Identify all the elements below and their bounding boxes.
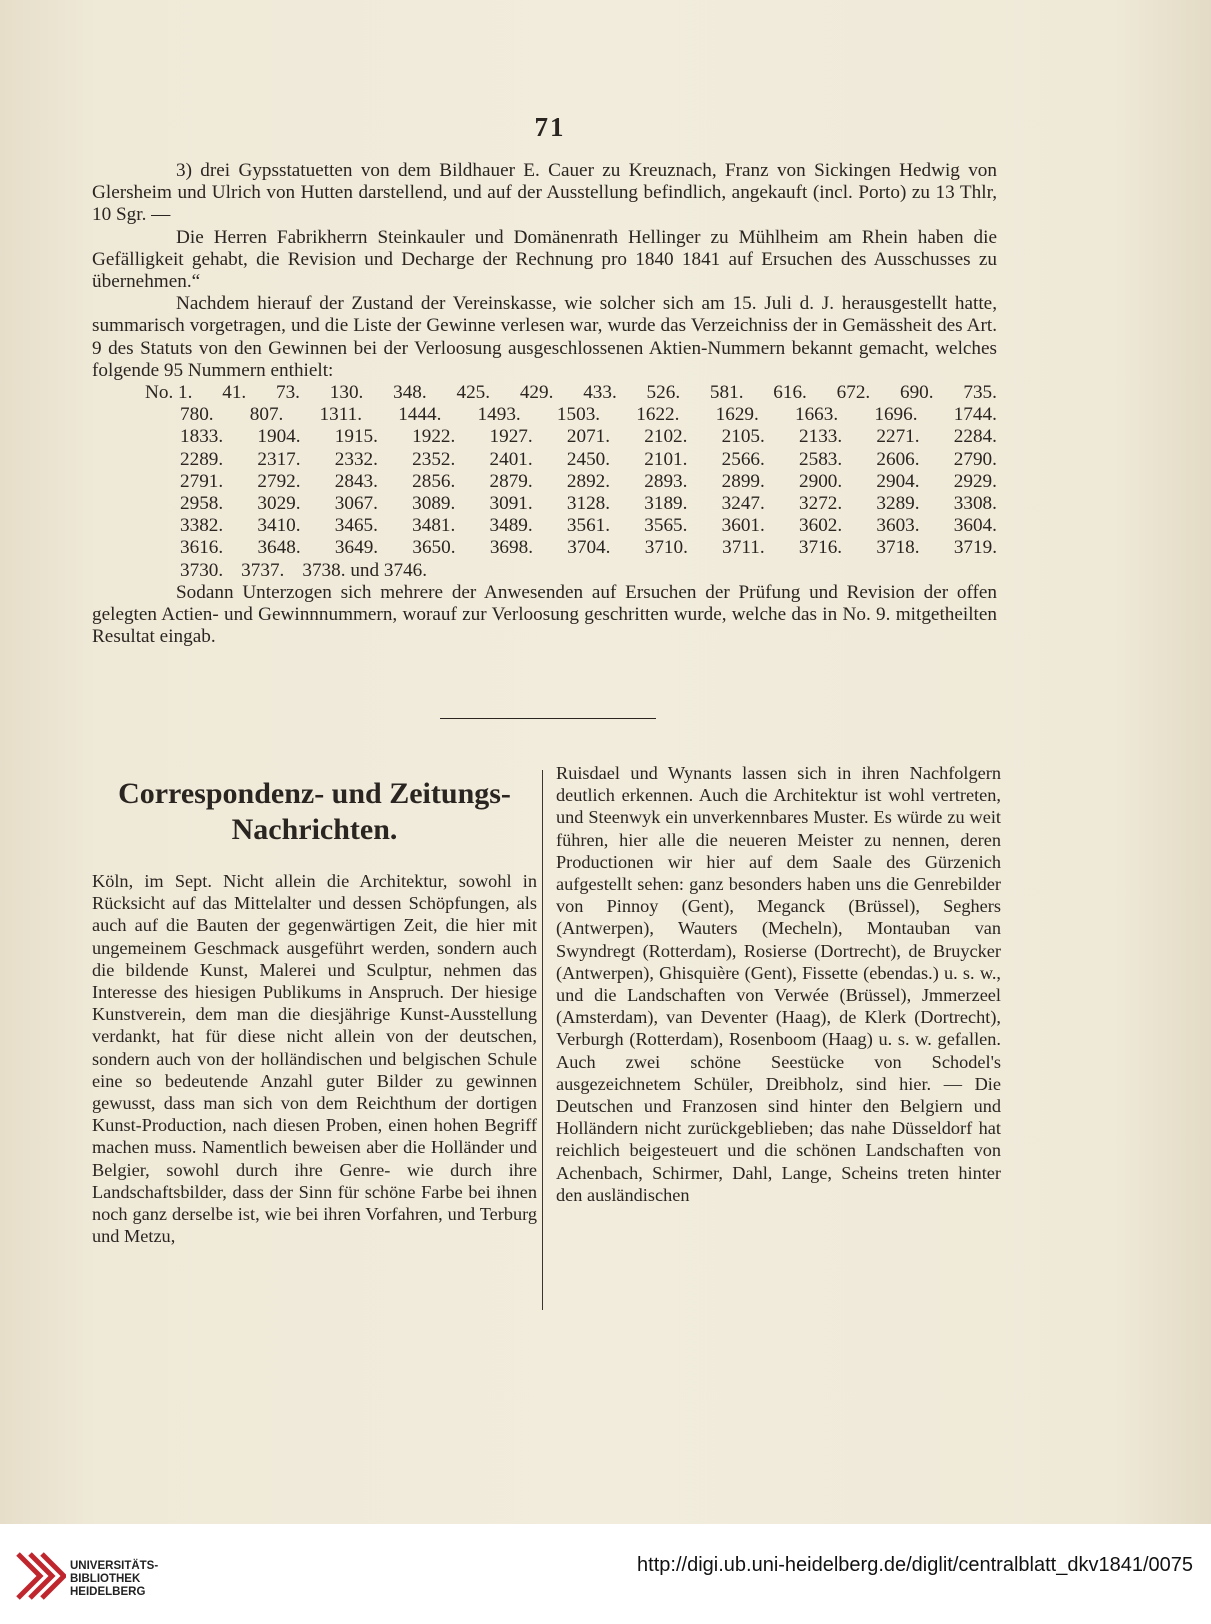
number-entry: 526. [646, 382, 681, 404]
number-entry: 2102. [644, 426, 688, 448]
number-entry: 672. [836, 382, 871, 404]
paragraph-1: 3) drei Gypsstatuetten von dem Bildhauer E. Cauer zu Kreuznach, Franz von Sickingen Hedwig von Glersheim und Ulrich von Hutten darstellend, und auf der Ausstellung befindlich, angekauft (incl. Porto) zu 13 Thlr, 10 Sgr. — [92, 160, 997, 226]
number-entry: 1904. [257, 426, 301, 448]
number-entry: 2904. [876, 470, 920, 492]
library-name-line-3: HEIDELBERG [70, 1586, 146, 1598]
number-entry: 3616. [180, 537, 224, 559]
number-entry: 2583. [799, 448, 843, 470]
page-number: 71 [534, 112, 566, 142]
number-entry: 2401. [489, 448, 533, 470]
number-entry: 3711. [722, 537, 765, 559]
number-entry: 348. [393, 382, 427, 404]
number-entry: 3603. [876, 515, 920, 537]
paragraph-2: Die Herren Fabrikherrn Steinkauler und Domänenrath Hellinger zu Mühlheim am Rhein haben die Gefälligkeit gehabt, die Revision und Decharge der Rechnung pro 1840 1841 auf Ersuchen des Ausschusses zu übernehmen.“ [92, 226, 997, 293]
number-entry: 2893. [644, 470, 688, 492]
number-entry: 41. [222, 382, 247, 404]
number-entry: 2566. [721, 448, 765, 470]
number-entry: 3382. [180, 515, 224, 537]
number-entry: 3029. [257, 493, 301, 515]
number-entry: 3465. [334, 515, 378, 537]
number-row [92, 426, 997, 448]
section-heading: Correspondenz- und Zeitungs-Nachrichten. [118, 777, 511, 846]
number-entry: 1915. [334, 426, 378, 448]
number-entry: 2856. [412, 470, 456, 492]
library-name-line-1: UNIVERSITÄTS- [70, 1560, 159, 1572]
number-entry: 690. [899, 382, 934, 404]
number-row [92, 449, 997, 471]
excluded-numbers-list [92, 382, 997, 582]
number-entry: 2843. [334, 470, 378, 492]
number-entry: 1922. [412, 426, 456, 448]
closing-paragraph: Sodann Unterzogen sich mehrere der Anwesenden auf Ersuchen der Prüfung und Revision der offen gelegten Actien- und Gewinnnummern, worauf zur Verloosung geschritten wurde, welche das in No. 9. mitgetheilten Resultat eingab. [92, 581, 997, 648]
number-row [92, 560, 997, 582]
number-entry: 2450. [566, 448, 611, 470]
library-name [70, 1560, 158, 1599]
number-entry: 1927. [489, 426, 533, 448]
number-entry: 3698. [489, 537, 533, 559]
number-entry: 3272. [799, 493, 843, 515]
number-entry: 3089. [412, 493, 456, 515]
number-entry: 807. [249, 404, 284, 426]
number-entry: 2899. [721, 470, 765, 492]
left-column [92, 762, 537, 1247]
number-entry: 433. [583, 382, 617, 404]
number-entry: 1311. [319, 404, 362, 426]
number-entry: 2317. [257, 448, 301, 470]
number-row [92, 493, 997, 515]
number-entry: 3650. [412, 537, 456, 559]
number-entry: 3565. [644, 515, 688, 537]
number-entry: 3718. [876, 537, 920, 559]
number-entry: 2101. [644, 448, 688, 470]
number-row [92, 404, 997, 426]
number-entry: 1493. [477, 404, 521, 426]
number-row [92, 515, 997, 537]
number-entry: 3738. und 3746. [302, 559, 428, 581]
section-divider [440, 718, 656, 719]
number-row [92, 382, 997, 404]
number-entry: 3604. [953, 515, 997, 537]
number-entry: 581. [709, 382, 744, 404]
column-separator [542, 770, 543, 1310]
number-entry: 2929. [953, 470, 997, 492]
number-entry: 2332. [334, 448, 378, 470]
number-entry: 780. [180, 404, 214, 426]
number-entry: 1503. [556, 404, 601, 426]
number-entry: 2071. [566, 426, 611, 448]
number-entry: 2289. [180, 448, 224, 470]
number-entry: 2900. [799, 470, 843, 492]
number-entry: 3481. [412, 515, 456, 537]
number-entry: 2271. [876, 426, 920, 448]
number-entry: 3289. [876, 493, 920, 515]
number-entry: 1744. [953, 404, 997, 426]
number-entry: 1663. [794, 404, 839, 426]
right-column-text: Ruisdael und Wynants lassen sich in ihren Nachfolgern deutlich erkennen. Auch die Architektur ist wohl vertreten, und Steenwyk ein unverkennbares Muster. Es würde zu weit führen, hier alle die neueren Meister zu nennen, deren Productionen wir hier auf dem Saale des Gürzenich aufgestellt sehen: ganz besonders haben uns die Genrebilder von Pinnoy (Gent), Meganck (Brüssel), Seghers (Antwerpen), Wauters (Mecheln), Montauban van Swyndregt (Rotterdam), Rosierse (Dortrecht), de Bruycker (Antwerpen), Ghisquière (Gent), Fissette (ebendas.) u. s. w., und die Landschaften von Verwée (Brüssel), Jmmerzeel (Amsterdam), van Deventer (Haag), de Klerk (Dortrecht), Verburgh (Rotterdam), Rosenboom (Haag) u. s. w. gefallen. Auch zwei schöne Seestücke von Schodel's ausgezeichnetem Schüler, Dreibholz, sind hier. — Die Deutschen und Franzosen sind hinter den Belgiern und Holländern nicht zurückgeblieben; das nahe Düsseldorf hat reichlich beigesteuert und die schönen Landschaften von Achenbach, Schirmer, Dahl, Lange, Scheins treten hinter den ausländischen [556, 763, 1001, 1205]
number-entry: 3730. [180, 559, 224, 581]
number-entry: 3704. [567, 537, 611, 559]
number-entry: 2791. [180, 470, 224, 492]
number-entry: 3602. [799, 515, 843, 537]
number-entry: 3710. [644, 537, 688, 559]
number-entry: 2958. [180, 493, 224, 515]
number-entry: 3737. [241, 559, 285, 581]
number-row [92, 471, 997, 493]
number-entry: 2606. [876, 448, 920, 470]
number-entry: 3561. [566, 515, 611, 537]
left-column-text: Köln, im Sept. Nicht allein die Architektur, sowohl in Rücksicht auf das Mittelalter und dessen Schöpfungen, als auch auf die Bauten der gegenwärtigen Zeit, die hier mit ungemeinem Geschmack ausgeführt werden, sondern auch die bildende Kunst, Malerei und Sculptur, nehmen das Interesse des hiesigen Publikums in Anspruch. Der hiesige Kunstverein, dem man die diesjährige Kunst-Ausstellung verdankt, hat für diese nicht allein von der deutschen, sondern auch von der holländischen und belgischen Schule eine so bedeutende Anzahl guter Bilder zu gewinnen gewusst, dass man sich von dem Reichthum der dortigen Kunst-Production, nach diesen Proben, einen hohen Begriff machen muss. Namentlich beweisen aber die Holländer und Belgier, sowohl durch ihre Genre- wie durch ihre Landschaftsbilder, dass der Sinn für schöne Farbe bei ihnen noch ganz derselbe ist, wie bei ihren Vorfahren, und Terburg und Metzu, [92, 871, 537, 1247]
number-entry: 3128. [566, 493, 611, 515]
source-url-link[interactable]: http://digi.ub.uni-heidelberg.de/diglit/centralblatt_dkv1841/0075 [637, 1554, 1193, 1576]
number-entry: 1833. [180, 426, 224, 448]
number-entry: 3716. [798, 537, 843, 559]
number-entry: 3067. [334, 493, 378, 515]
right-column [556, 762, 1001, 1206]
library-name-line-2: BIBLIOTHEK [70, 1573, 141, 1585]
number-entry: 3648. [257, 537, 301, 559]
number-entry: 3091. [489, 493, 533, 515]
number-entry: 3489. [489, 515, 533, 537]
number-entry: 3410. [257, 515, 301, 537]
number-entry: 2133. [799, 426, 843, 448]
top-text-block [92, 160, 997, 648]
number-entry: 1696. [874, 404, 918, 426]
number-entry: 130. [329, 382, 364, 404]
number-entry: 1444. [398, 404, 442, 426]
number-entry: 2352. [412, 448, 456, 470]
number-entry: 3649. [334, 537, 379, 559]
number-entry: 3189. [644, 493, 688, 515]
number-entry: 3247. [721, 493, 765, 515]
number-entry: 2892. [566, 470, 611, 492]
number-row [92, 537, 997, 559]
number-entry: 1622. [636, 404, 680, 426]
number-entry: 735. [963, 382, 997, 404]
number-entry: 1629. [715, 404, 759, 426]
number-entry: 425. [456, 382, 491, 404]
number-entry: 616. [773, 382, 807, 404]
number-entry: 429. [519, 382, 554, 404]
university-library-logo-icon [14, 1546, 66, 1602]
number-entry: 3719. [953, 537, 997, 559]
number-entry: 2879. [489, 470, 533, 492]
number-entry: 73. [275, 382, 300, 404]
paragraph-3: Nachdem hierauf der Zustand der Vereinskasse, wie solcher sich am 15. Juli d. J. herausgestellt hatte, summarisch vorgetragen, und die Liste der Gewinne verlesen war, wurde das Verzeichniss der in Gemässheit des Art. 9 des Statuts von den Gewinnen bei der Verloosung ausgeschlossenen Aktien-Nummern bekannt gemacht, welches folgende 95 Nummern enthielt: [92, 293, 997, 381]
number-entry: 2105. [721, 426, 765, 448]
library-footer [0, 1524, 1211, 1624]
number-entry: No. 1. [145, 382, 193, 404]
number-entry: 3601. [721, 515, 765, 537]
number-entry: 2284. [953, 426, 997, 448]
number-entry: 3308. [953, 493, 997, 515]
number-entry: 2790. [953, 448, 997, 470]
number-entry: 2792. [257, 470, 301, 492]
